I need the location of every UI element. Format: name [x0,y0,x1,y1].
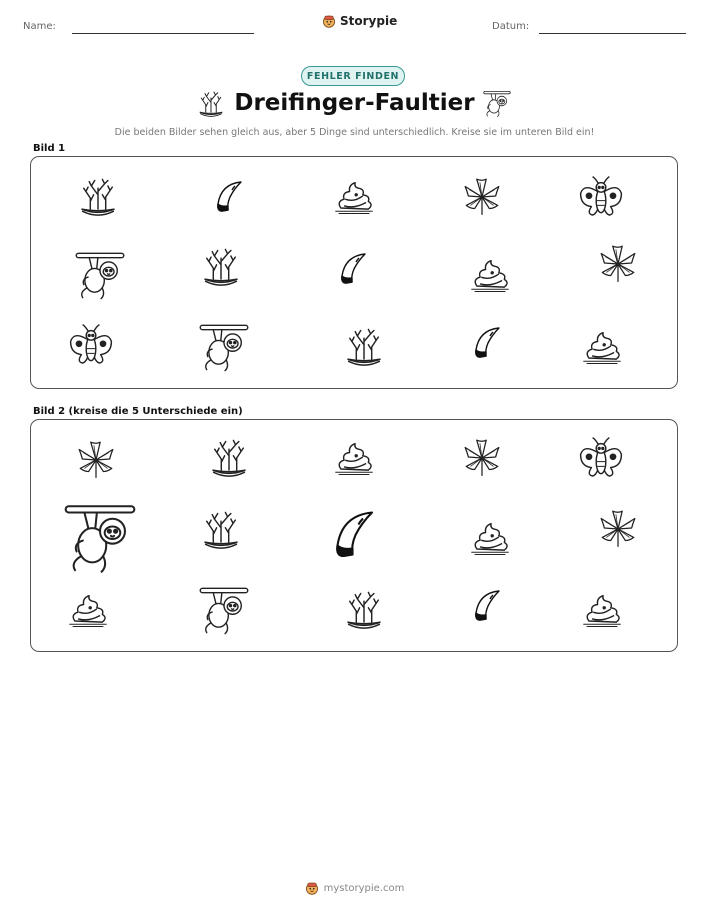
poop-icon [331,175,377,219]
poop-icon [579,325,625,369]
instructions: Die beiden Bilder sehen gleich aus, aber 5 Dinge sind unterschiedlich. Kreise sie im unteren Bild ein! [114,127,595,138]
page-title: Dreifinger-Faultier [234,90,475,116]
sloth-icon [61,500,139,578]
leaf-icon [461,175,503,219]
coral-icon [199,245,243,289]
footer-url: mystorypie.com [323,882,405,894]
claw-icon [207,175,247,219]
footer [0,881,709,895]
storypie-mascot-icon [305,881,319,895]
poop-icon [467,253,513,297]
picture1-label: Bild 1 [33,143,66,154]
claw-icon [465,321,505,365]
picture2-label: Bild 2 (kreise die 5 Unterschiede ein) [33,406,243,417]
date-field[interactable] [539,33,686,34]
poop-icon [65,588,111,632]
coral-icon [199,508,243,552]
name-label: Name: [23,21,56,32]
coral-icon [342,588,386,632]
poop-icon [467,516,513,560]
leaf-icon [461,436,503,480]
poop-icon [331,436,377,480]
brand-logo [322,14,397,28]
date-label: Datum: [492,21,530,32]
leaf-icon [75,438,117,482]
activity-badge: FEHLER FINDEN [301,66,405,86]
moth-icon [575,434,627,482]
leaf-icon [597,506,639,552]
moth-icon [575,173,627,221]
sloth-icon [197,584,251,638]
coral-icon [76,175,120,219]
sloth-icon [73,249,127,303]
sloth-icon [197,321,251,375]
claw-icon [465,584,505,628]
storypie-mascot-icon [322,14,336,28]
picture2-frame [30,419,678,652]
picture1-frame [30,156,678,389]
claw-icon [331,247,371,291]
leaf-icon [597,241,639,287]
brand-name: Storypie [340,14,398,28]
poop-icon [579,588,625,632]
sloth-icon [482,89,512,119]
moth-icon [65,321,117,369]
claw-icon [321,502,381,568]
coral-icon [207,436,251,480]
name-field[interactable] [72,33,254,34]
coral-icon [342,325,386,369]
